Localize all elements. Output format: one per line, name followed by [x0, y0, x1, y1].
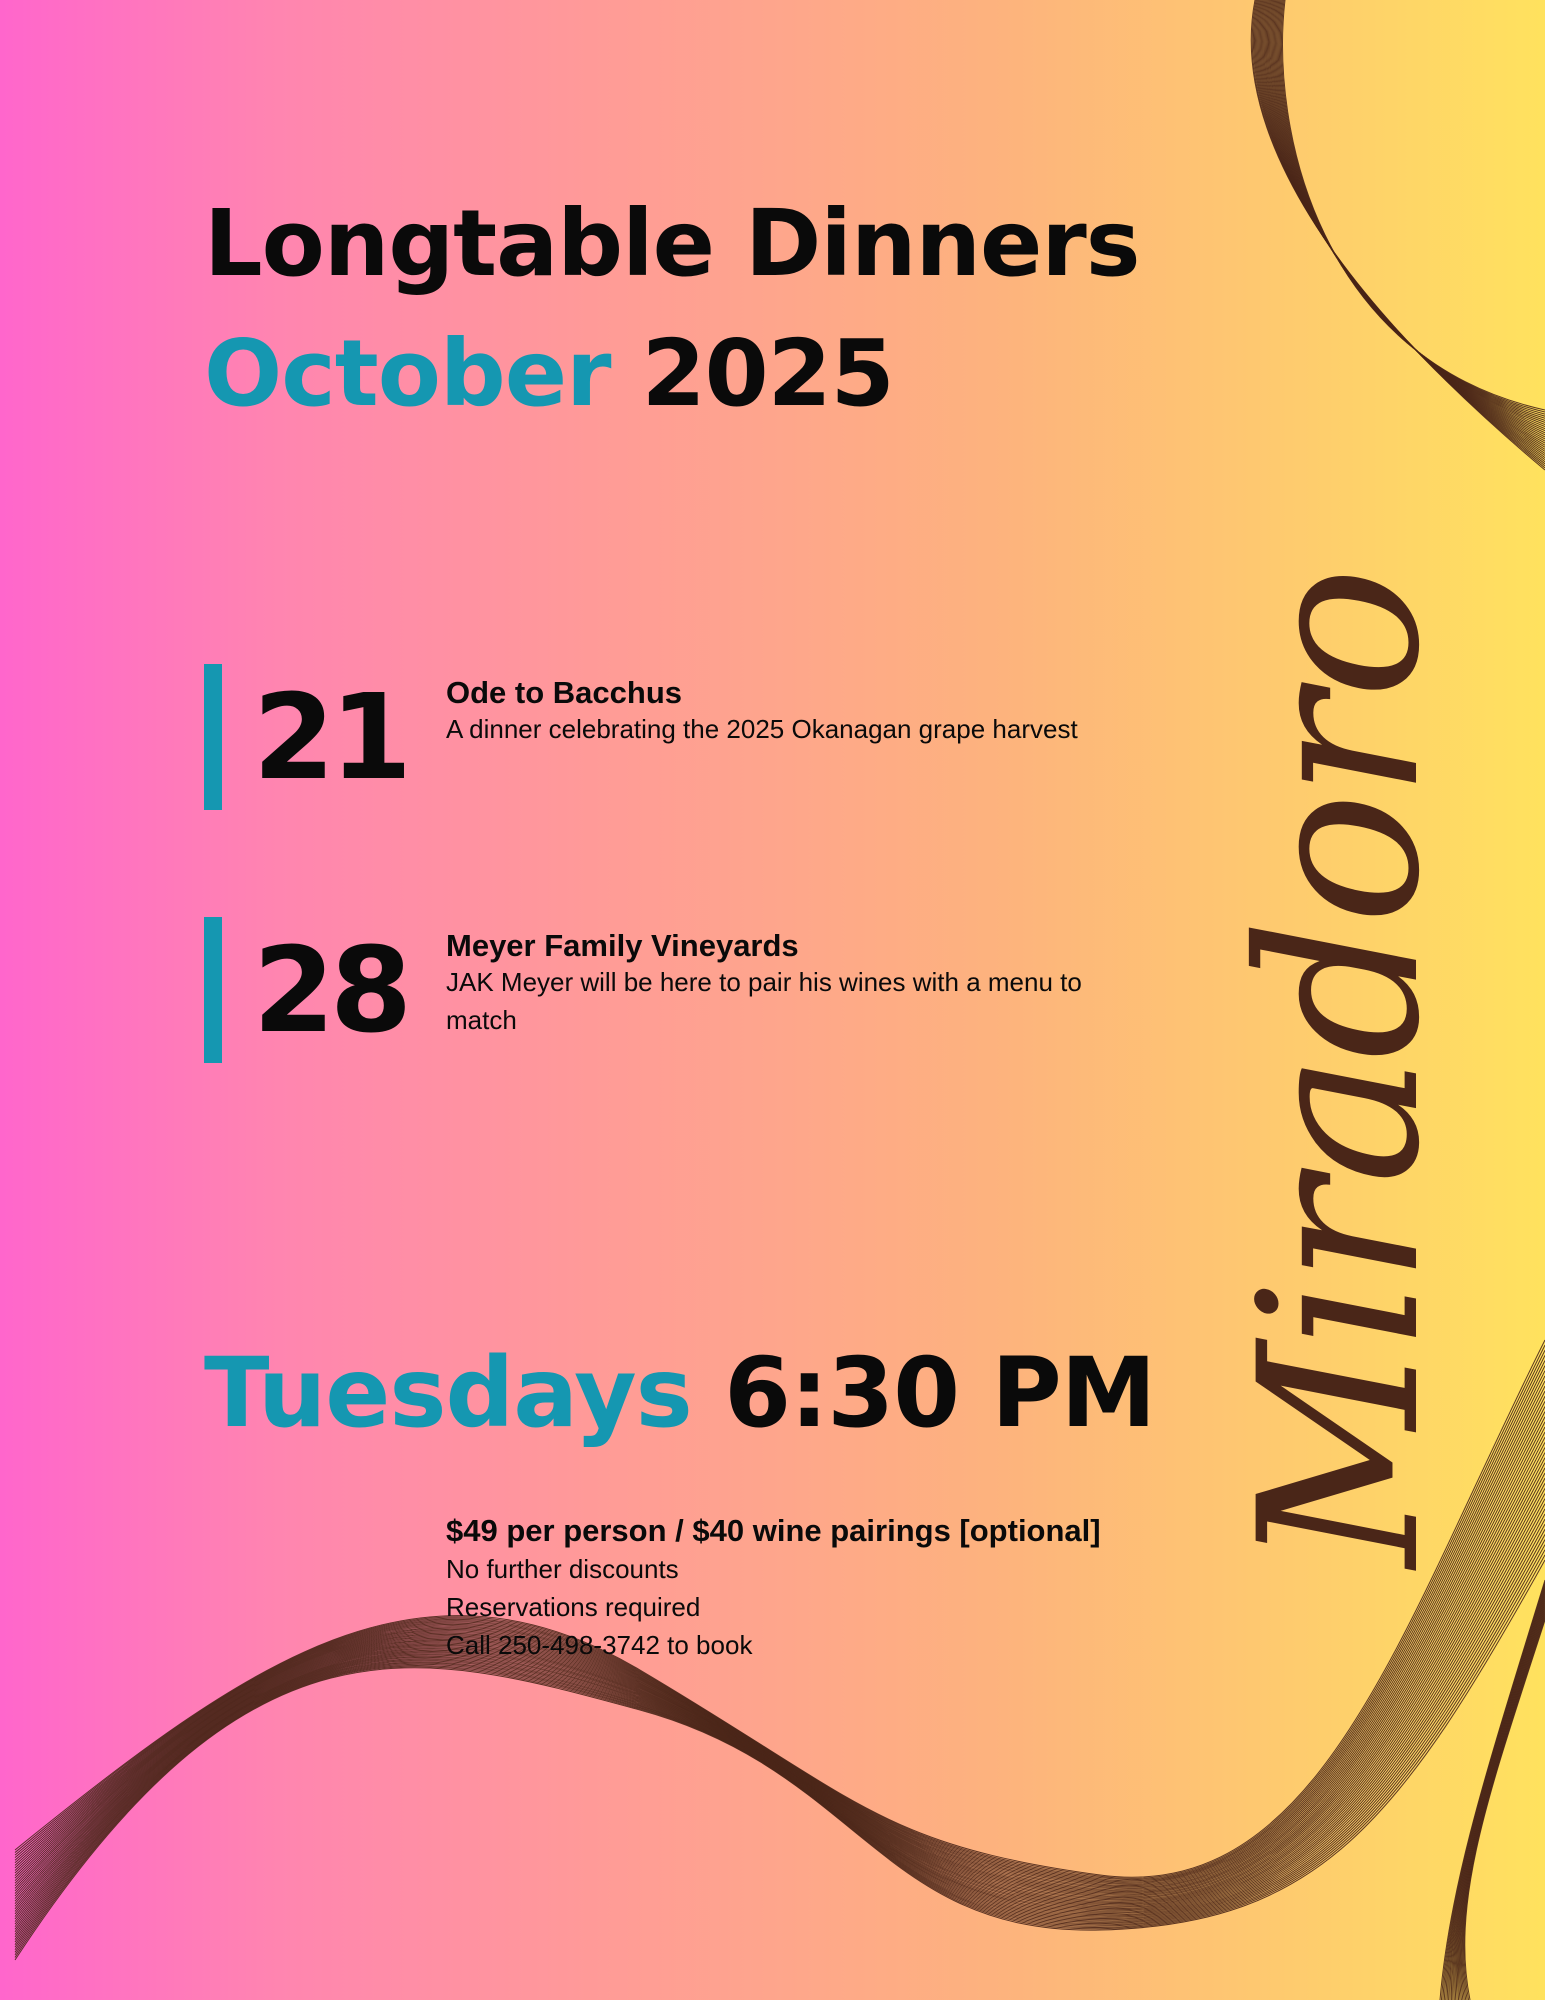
- miradoro-logo: Miradoro: [1212, 572, 1468, 1568]
- event-day: 28: [252, 921, 408, 1059]
- price-headline: $49 per person / $40 wine pairings [optional]: [446, 1513, 1101, 1548]
- subtitle-month: October: [204, 320, 611, 427]
- event-day: 21: [252, 668, 408, 806]
- event-item: [204, 664, 1164, 810]
- event-name: Meyer Family Vineyards: [446, 928, 799, 963]
- event-accent-bar: [204, 917, 222, 1063]
- schedule-days: Tuesdays: [204, 1337, 692, 1449]
- subtitle-year: 2025: [641, 320, 894, 427]
- event-item: [204, 917, 1164, 1063]
- schedule-heading: [204, 1337, 1156, 1449]
- event-description: A dinner celebrating the 2025 Okanagan grape harvest: [446, 714, 1078, 745]
- pricing-note: Call 250-498-3742 to book: [446, 1629, 753, 1660]
- pricing-block: [446, 1512, 1346, 1664]
- schedule-time: 6:30 PM: [724, 1337, 1156, 1449]
- event-accent-bar: [204, 664, 222, 810]
- event-description: JAK Meyer will be here to pair his wines with a menu to match: [446, 967, 1082, 1035]
- page-subtitle: [204, 320, 894, 427]
- page-title: Longtable Dinners: [204, 190, 1140, 297]
- event-name: Ode to Bacchus: [446, 675, 682, 710]
- pricing-note: No further discounts: [446, 1554, 679, 1585]
- pricing-note: Reservations required: [446, 1591, 701, 1622]
